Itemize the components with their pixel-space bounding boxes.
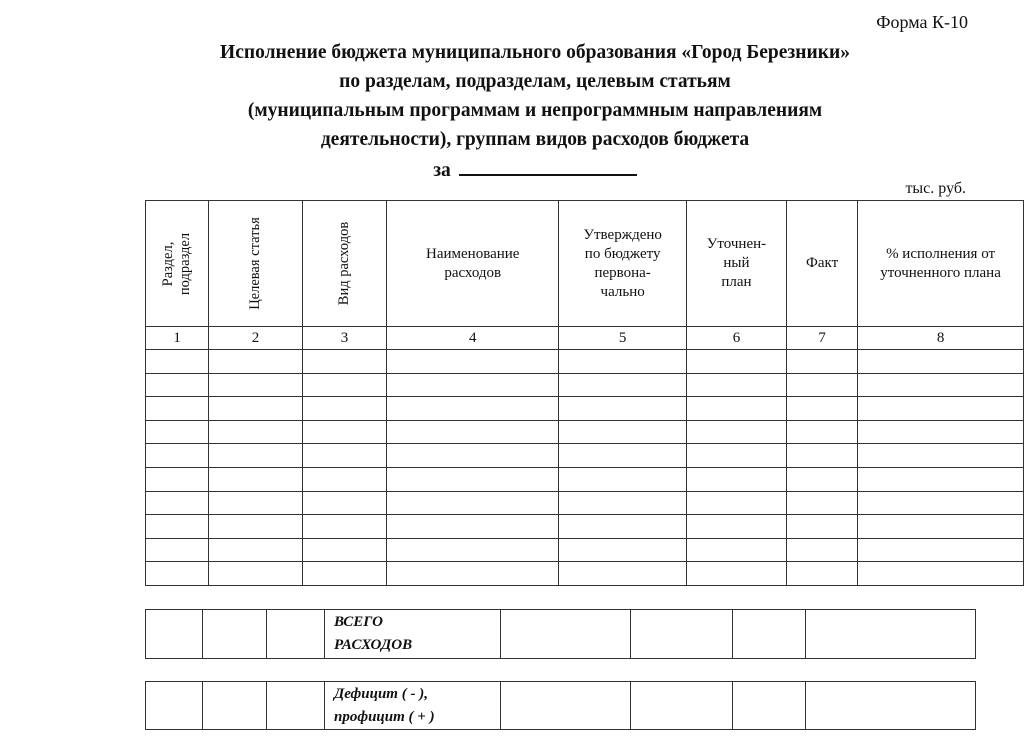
- table-cell[interactable]: [686, 444, 786, 468]
- table-cell[interactable]: [559, 397, 687, 421]
- table-cell[interactable]: [686, 420, 786, 444]
- table-cell[interactable]: [686, 397, 786, 421]
- title-line-1: Исполнение бюджета муниципального образования «Город Березники»: [220, 42, 850, 63]
- table-cell[interactable]: [387, 467, 559, 491]
- table-cell[interactable]: [559, 538, 687, 562]
- deficit-label: Дефицит ( - ), профицит ( + ): [325, 682, 501, 730]
- table-cell[interactable]: [146, 350, 209, 374]
- header-revised-plan: Уточнен- ный план: [686, 201, 786, 327]
- total-table: [145, 609, 976, 659]
- table-cell[interactable]: [302, 397, 386, 421]
- table-cell[interactable]: [858, 491, 1024, 515]
- table-cell[interactable]: [146, 562, 209, 586]
- table-cell[interactable]: [686, 350, 786, 374]
- header-target-article: Целевая статья: [209, 201, 303, 327]
- table-cell[interactable]: [146, 420, 209, 444]
- deficit-cell[interactable]: [267, 682, 325, 730]
- table-cell[interactable]: [146, 538, 209, 562]
- table-cell[interactable]: [146, 444, 209, 468]
- table-cell[interactable]: [387, 397, 559, 421]
- table-cell[interactable]: [559, 467, 687, 491]
- table-cell[interactable]: [302, 420, 386, 444]
- total-cell[interactable]: [267, 610, 325, 659]
- table-cell[interactable]: [686, 515, 786, 539]
- table-cell[interactable]: [302, 373, 386, 397]
- table-cell[interactable]: [146, 467, 209, 491]
- column-number: 7: [787, 327, 858, 350]
- table-cell[interactable]: [302, 538, 386, 562]
- header-actual: Факт: [787, 201, 858, 327]
- table-cell[interactable]: [387, 538, 559, 562]
- title-line-3: (муниципальным программам и непрограммным направлениям: [247, 100, 823, 121]
- table-row: [146, 467, 1024, 491]
- header-percent: % исполнения от уточненного плана: [858, 201, 1024, 327]
- table-row: [146, 373, 1024, 397]
- table-cell[interactable]: [302, 491, 386, 515]
- table-cell[interactable]: [858, 397, 1024, 421]
- table-cell[interactable]: [209, 350, 303, 374]
- table-cell[interactable]: [387, 515, 559, 539]
- table-row: [146, 350, 1024, 374]
- table-cell[interactable]: [686, 467, 786, 491]
- total-row: [146, 610, 976, 659]
- header-name: Наименование расходов: [387, 201, 559, 327]
- table-cell[interactable]: [787, 562, 858, 586]
- table-row: [146, 444, 1024, 468]
- table-cell[interactable]: [559, 444, 687, 468]
- table-cell[interactable]: [559, 491, 687, 515]
- table-row: [146, 491, 1024, 515]
- column-number: 2: [209, 327, 303, 350]
- table-cell[interactable]: [302, 350, 386, 374]
- table-cell[interactable]: [787, 373, 858, 397]
- table-cell[interactable]: [686, 373, 786, 397]
- table-cell[interactable]: [787, 350, 858, 374]
- deficit-cell[interactable]: [501, 682, 631, 730]
- header-approved: Утверждено по бюджету первона- чально: [559, 201, 687, 327]
- table-cell[interactable]: [387, 444, 559, 468]
- table-cell[interactable]: [858, 467, 1024, 491]
- table-cell[interactable]: [858, 538, 1024, 562]
- deficit-cell[interactable]: [146, 682, 203, 730]
- table-cell[interactable]: [387, 373, 559, 397]
- table-cell[interactable]: [858, 373, 1024, 397]
- table-cell[interactable]: [559, 420, 687, 444]
- column-number: 6: [686, 327, 786, 350]
- table-cell[interactable]: [559, 373, 687, 397]
- deficit-row: [146, 682, 976, 730]
- table-cell[interactable]: [209, 420, 303, 444]
- total-cell[interactable]: [733, 610, 806, 659]
- table-cell[interactable]: [559, 562, 687, 586]
- units-label: тыс. руб.: [905, 180, 966, 197]
- document-title: [140, 38, 930, 185]
- table-cell[interactable]: [858, 562, 1024, 586]
- total-label: ВСЕГО РАСХОДОВ: [325, 610, 501, 659]
- table-cell[interactable]: [686, 491, 786, 515]
- table-row: [146, 397, 1024, 421]
- table-cell[interactable]: [209, 444, 303, 468]
- deficit-cell[interactable]: [733, 682, 806, 730]
- table-cell[interactable]: [858, 515, 1024, 539]
- table-cell[interactable]: [302, 515, 386, 539]
- period-label: за: [433, 160, 451, 181]
- table-cell[interactable]: [387, 350, 559, 374]
- deficit-cell[interactable]: [806, 682, 976, 730]
- column-number: 8: [858, 327, 1024, 350]
- table-cell[interactable]: [209, 562, 303, 586]
- column-number-row: [146, 327, 1024, 350]
- table-cell[interactable]: [209, 491, 303, 515]
- column-number: 5: [559, 327, 687, 350]
- total-cell[interactable]: [806, 610, 976, 659]
- table-cell[interactable]: [858, 420, 1024, 444]
- table-cell[interactable]: [146, 515, 209, 539]
- total-cell[interactable]: [631, 610, 733, 659]
- total-cell[interactable]: [146, 610, 203, 659]
- table-cell[interactable]: [302, 467, 386, 491]
- table-cell[interactable]: [146, 491, 209, 515]
- table-cell[interactable]: [387, 420, 559, 444]
- table-cell[interactable]: [686, 538, 786, 562]
- budget-table: [145, 200, 1024, 586]
- title-line-4: деятельности), группам видов расходов бюджета: [320, 129, 750, 150]
- table-cell[interactable]: [858, 350, 1024, 374]
- deficit-cell[interactable]: [631, 682, 733, 730]
- deficit-cell[interactable]: [203, 682, 267, 730]
- table-cell[interactable]: [146, 373, 209, 397]
- column-number: 3: [302, 327, 386, 350]
- table-cell[interactable]: [858, 444, 1024, 468]
- deficit-table: [145, 681, 976, 730]
- title-line-2: по разделам, подразделам, целевым статьям: [339, 71, 731, 92]
- table-cell[interactable]: [787, 515, 858, 539]
- table-cell[interactable]: [387, 491, 559, 515]
- column-number: 1: [146, 327, 209, 350]
- table-cell[interactable]: [302, 562, 386, 586]
- table-cell[interactable]: [559, 350, 687, 374]
- table-cell[interactable]: [146, 397, 209, 421]
- header-section: Раздел, подраздел: [146, 201, 209, 327]
- table-cell[interactable]: [787, 420, 858, 444]
- table-cell[interactable]: [787, 538, 858, 562]
- header-row: [146, 201, 1024, 327]
- table-cell[interactable]: [787, 467, 858, 491]
- table-cell[interactable]: [209, 467, 303, 491]
- table-cell[interactable]: [209, 373, 303, 397]
- table-row: [146, 538, 1024, 562]
- table-cell[interactable]: [686, 562, 786, 586]
- table-cell[interactable]: [209, 397, 303, 421]
- header-expense-type: Вид расходов: [302, 201, 386, 327]
- form-code: Форма К-10: [876, 12, 968, 32]
- table-cell[interactable]: [787, 491, 858, 515]
- column-number: 4: [387, 327, 559, 350]
- period-blank: [459, 154, 637, 176]
- table-cell[interactable]: [209, 538, 303, 562]
- table-row: [146, 562, 1024, 586]
- table-cell[interactable]: [787, 444, 858, 468]
- table-row: [146, 515, 1024, 539]
- table-cell[interactable]: [387, 562, 559, 586]
- table-cell[interactable]: [787, 397, 858, 421]
- table-row: [146, 420, 1024, 444]
- table-cell[interactable]: [559, 515, 687, 539]
- table-cell[interactable]: [302, 444, 386, 468]
- table-cell[interactable]: [209, 515, 303, 539]
- total-cell[interactable]: [501, 610, 631, 659]
- period-line: [140, 154, 930, 185]
- total-cell[interactable]: [203, 610, 267, 659]
